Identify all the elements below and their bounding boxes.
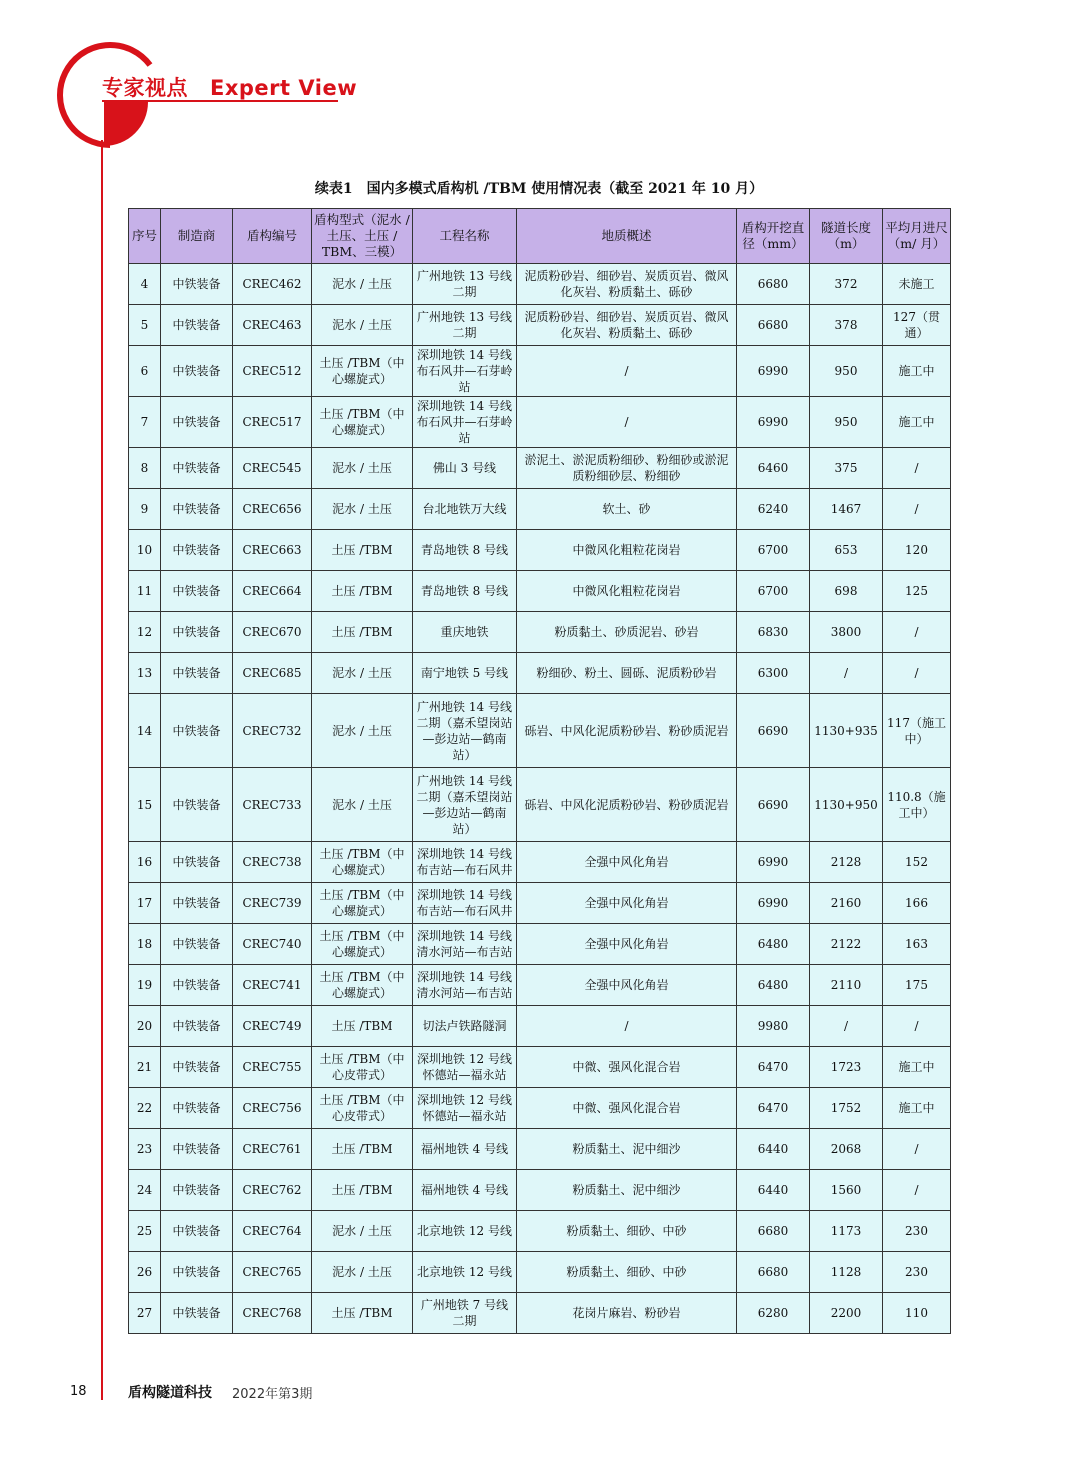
table-row (129, 612, 951, 653)
table-cell: CREC732 (233, 694, 312, 768)
table-cell: 广州地铁 13 号线二期 (413, 264, 517, 305)
table-cell: 6700 (737, 571, 810, 612)
table-cell: 中铁装备 (161, 1129, 233, 1170)
table-cell: 泥水 / 土压 (312, 489, 413, 530)
table-cell: 重庆地铁 (413, 612, 517, 653)
table-row (129, 653, 951, 694)
table-cell: 125 (883, 571, 951, 612)
table-cell: 1128 (810, 1252, 883, 1293)
table-cell: 698 (810, 571, 883, 612)
table-cell: 3800 (810, 612, 883, 653)
table-cell: CREC656 (233, 489, 312, 530)
table-cell: 粉质黏土、泥中细沙 (517, 1170, 737, 1211)
column-header: 盾构开挖直径（mm） (737, 209, 810, 264)
table-cell: 7 (129, 397, 161, 448)
table-cell: 5 (129, 305, 161, 346)
table-row (129, 397, 951, 448)
table-cell: 中铁装备 (161, 1088, 233, 1129)
table-cell: 花岗片麻岩、粉砂岩 (517, 1293, 737, 1334)
table-cell: 中铁装备 (161, 883, 233, 924)
table-cell: 13 (129, 653, 161, 694)
table-cell: 26 (129, 1252, 161, 1293)
table-cell: 6830 (737, 612, 810, 653)
table-cell: CREC685 (233, 653, 312, 694)
table-cell: 6440 (737, 1170, 810, 1211)
table-cell: 中铁装备 (161, 965, 233, 1006)
table-cell: / (883, 448, 951, 489)
column-header: 工程名称 (413, 209, 517, 264)
table-cell: / (883, 489, 951, 530)
table-cell: 深圳地铁 14 号线清水河站—布吉站 (413, 924, 517, 965)
table-cell: 117（施工中） (883, 694, 951, 768)
table-cell: 6280 (737, 1293, 810, 1334)
table-cell: 泥水 / 土压 (312, 448, 413, 489)
table-cell: 175 (883, 965, 951, 1006)
table-cell: 中微风化粗粒花岗岩 (517, 571, 737, 612)
table-row (129, 883, 951, 924)
table-cell: 广州地铁 14 号线二期（嘉禾望岗站—彭边站—鹤南站） (413, 768, 517, 842)
table-cell: / (883, 612, 951, 653)
table-cell: 6470 (737, 1047, 810, 1088)
table-cell: 粉质黏土、细砂、中砂 (517, 1252, 737, 1293)
table-cell: 1560 (810, 1170, 883, 1211)
table-cell: 土压 /TBM (312, 1129, 413, 1170)
table-row (129, 1006, 951, 1047)
table-cell: 施工中 (883, 397, 951, 448)
table-cell: CREC733 (233, 768, 312, 842)
table-cell: 6240 (737, 489, 810, 530)
table-cell: 6990 (737, 883, 810, 924)
table-cell: 1752 (810, 1088, 883, 1129)
table-cell: CREC740 (233, 924, 312, 965)
table-row (129, 1211, 951, 1252)
table-cell: 23 (129, 1129, 161, 1170)
table-cell: 中铁装备 (161, 489, 233, 530)
table-cell: 中铁装备 (161, 694, 233, 768)
magazine-name: 盾构隧道科技 (128, 1385, 212, 1401)
table-cell: 土压 /TBM (312, 1293, 413, 1334)
table-body (129, 264, 951, 1334)
table-cell: 4 (129, 264, 161, 305)
table-cell: 6690 (737, 694, 810, 768)
table-cell: CREC762 (233, 1170, 312, 1211)
table-cell: 6460 (737, 448, 810, 489)
table-cell: 166 (883, 883, 951, 924)
table-cell: 6990 (737, 397, 810, 448)
table-row (129, 448, 951, 489)
table-row (129, 924, 951, 965)
table-cell: 2110 (810, 965, 883, 1006)
section-label-en: Expert View (210, 76, 358, 100)
table-cell: 1723 (810, 1047, 883, 1088)
table-cell: 未施工 (883, 264, 951, 305)
table-row (129, 571, 951, 612)
table-row (129, 489, 951, 530)
table-cell: / (810, 653, 883, 694)
table-cell: 广州地铁 13 号线二期 (413, 305, 517, 346)
table-cell: 广州地铁 7 号线二期 (413, 1293, 517, 1334)
table-cell: 土压 /TBM（中心螺旋式） (312, 397, 413, 448)
table-cell: CREC545 (233, 448, 312, 489)
table-row (129, 346, 951, 397)
table-row (129, 305, 951, 346)
table-cell: 土压 /TBM（中心螺旋式） (312, 842, 413, 883)
table-cell: 20 (129, 1006, 161, 1047)
table-cell: 中铁装备 (161, 612, 233, 653)
table-cell: 粉细砂、粉土、圆砾、泥质粉砂岩 (517, 653, 737, 694)
table-cell: 152 (883, 842, 951, 883)
table-cell: 15 (129, 768, 161, 842)
table-cell: 6470 (737, 1088, 810, 1129)
table-cell: CREC663 (233, 530, 312, 571)
table-cell: 1467 (810, 489, 883, 530)
table-cell: 中微、强风化混合岩 (517, 1047, 737, 1088)
table-cell: 全强中风化角岩 (517, 883, 737, 924)
table-cell: CREC739 (233, 883, 312, 924)
table-cell: 泥水 / 土压 (312, 653, 413, 694)
page-footer (0, 1382, 1080, 1402)
table-cell: 砾岩、中风化泥质粉砂岩、粉砂质泥岩 (517, 768, 737, 842)
table-cell: 北京地铁 12 号线 (413, 1211, 517, 1252)
table-cell: 14 (129, 694, 161, 768)
table-cell: 6300 (737, 653, 810, 694)
page-number: 18 (70, 1384, 87, 1399)
table-cell: CREC768 (233, 1293, 312, 1334)
table-cell: 中铁装备 (161, 264, 233, 305)
table-cell: 南宁地铁 5 号线 (413, 653, 517, 694)
table-cell: CREC738 (233, 842, 312, 883)
table-row (129, 1252, 951, 1293)
table-cell: 土压 /TBM (312, 530, 413, 571)
table-cell: CREC512 (233, 346, 312, 397)
column-header: 盾构编号 (233, 209, 312, 264)
table-cell: 6480 (737, 924, 810, 965)
table-cell: 6680 (737, 1211, 810, 1252)
table-cell: 中铁装备 (161, 305, 233, 346)
table-cell: 深圳地铁 14 号线布石风井—石芽岭站 (413, 346, 517, 397)
table-cell: 6480 (737, 965, 810, 1006)
table-cell: 中铁装备 (161, 1211, 233, 1252)
table-cell: 12 (129, 612, 161, 653)
table-cell: 2128 (810, 842, 883, 883)
section-label (102, 72, 357, 102)
table-row (129, 1293, 951, 1334)
table-cell: 16 (129, 842, 161, 883)
table-cell: 中铁装备 (161, 1252, 233, 1293)
table-cell: 中铁装备 (161, 768, 233, 842)
table-cell: 中铁装备 (161, 448, 233, 489)
table-cell: 砾岩、中风化泥质粉砂岩、粉砂质泥岩 (517, 694, 737, 768)
table-cell: / (883, 1006, 951, 1047)
table-row (129, 1088, 951, 1129)
table-cell: CREC764 (233, 1211, 312, 1252)
table-cell: 110 (883, 1293, 951, 1334)
table-cell: 6 (129, 346, 161, 397)
table-cell: 6990 (737, 842, 810, 883)
table-cell: CREC755 (233, 1047, 312, 1088)
table-cell: 110.8（施工中） (883, 768, 951, 842)
table-cell: 广州地铁 14 号线二期（嘉禾望岗站—彭边站—鹤南站） (413, 694, 517, 768)
table-row (129, 965, 951, 1006)
table-cell: CREC749 (233, 1006, 312, 1047)
logo-quarter-disc (104, 102, 148, 146)
table-cell: 粉质黏土、砂质泥岩、砂岩 (517, 612, 737, 653)
table-cell: 施工中 (883, 346, 951, 397)
table-cell: 378 (810, 305, 883, 346)
table-cell: 8 (129, 448, 161, 489)
table-cell: 中铁装备 (161, 924, 233, 965)
table-cell: 17 (129, 883, 161, 924)
table-cell: 中铁装备 (161, 1170, 233, 1211)
table-cell: 27 (129, 1293, 161, 1334)
column-header: 序号 (129, 209, 161, 264)
table-cell: 24 (129, 1170, 161, 1211)
table-row (129, 1129, 951, 1170)
table-cell: 泥水 / 土压 (312, 1252, 413, 1293)
table-cell: 土压 /TBM (312, 1170, 413, 1211)
table-cell: / (883, 1170, 951, 1211)
table-cell: 127（贯通） (883, 305, 951, 346)
table-row (129, 264, 951, 305)
table-cell: 9 (129, 489, 161, 530)
table-cell: 中铁装备 (161, 842, 233, 883)
column-header: 地质概述 (517, 209, 737, 264)
table-cell: 深圳地铁 14 号线布吉站—布石风井 (413, 842, 517, 883)
margin-rule (101, 140, 103, 1400)
table-cell: 青岛地铁 8 号线 (413, 530, 517, 571)
table-cell: 北京地铁 12 号线 (413, 1252, 517, 1293)
table-cell: 泥水 / 土压 (312, 768, 413, 842)
table-cell: 淤泥土、淤泥质粉细砂、粉细砂或淤泥质粉细砂层、粉细砂 (517, 448, 737, 489)
table-cell: 中铁装备 (161, 1047, 233, 1088)
section-label-cn: 专家视点 (102, 76, 188, 100)
column-header: 制造商 (161, 209, 233, 264)
table-cell: 18 (129, 924, 161, 965)
table-cell: 中铁装备 (161, 1006, 233, 1047)
table-cell: 土压 /TBM（中心皮带式） (312, 1047, 413, 1088)
table-cell: 11 (129, 571, 161, 612)
table-cell: CREC741 (233, 965, 312, 1006)
table-cell: 施工中 (883, 1088, 951, 1129)
table-cell: 泥水 / 土压 (312, 264, 413, 305)
table-cell: 软土、砂 (517, 489, 737, 530)
table-cell: 粉质黏土、细砂、中砂 (517, 1211, 737, 1252)
table-cell: 福州地铁 4 号线 (413, 1129, 517, 1170)
table-cell: CREC664 (233, 571, 312, 612)
table-cell: 切法卢铁路隧洞 (413, 1006, 517, 1047)
table-cell: 6680 (737, 264, 810, 305)
table-cell: 泥质粉砂岩、细砂岩、炭质页岩、微风化灰岩、粉质黏土、砾砂 (517, 305, 737, 346)
table-cell: 21 (129, 1047, 161, 1088)
table-cell: 120 (883, 530, 951, 571)
table-cell: 1130+950 (810, 768, 883, 842)
table-cell: 1130+935 (810, 694, 883, 768)
table-cell: 中铁装备 (161, 530, 233, 571)
table-cell: CREC756 (233, 1088, 312, 1129)
table-cell: 950 (810, 397, 883, 448)
table-cell: CREC765 (233, 1252, 312, 1293)
table-cell: 2068 (810, 1129, 883, 1170)
table-row (129, 842, 951, 883)
table-cell: 泥水 / 土压 (312, 305, 413, 346)
table-cell: 中铁装备 (161, 397, 233, 448)
table-cell: / (517, 1006, 737, 1047)
table-cell: 22 (129, 1088, 161, 1129)
table-cell: 中铁装备 (161, 571, 233, 612)
table-title: 续表1 国内多模式盾构机 /TBM 使用情况表（截至 2021 年 10 月） (314, 181, 764, 197)
issue-label: 2022年第3期 (232, 1387, 313, 1402)
table-cell: / (810, 1006, 883, 1047)
table-cell: 6680 (737, 1252, 810, 1293)
table-cell: 青岛地铁 8 号线 (413, 571, 517, 612)
table-cell: 230 (883, 1211, 951, 1252)
table-cell: 全强中风化角岩 (517, 842, 737, 883)
table-cell: 土压 /TBM (312, 571, 413, 612)
table-cell: 深圳地铁 12 号线怀德站—福永站 (413, 1047, 517, 1088)
table-cell: 6680 (737, 305, 810, 346)
table-cell: 粉质黏土、泥中细沙 (517, 1129, 737, 1170)
table-cell: 2200 (810, 1293, 883, 1334)
table-row (129, 1047, 951, 1088)
header-row (129, 209, 951, 264)
table-cell: 土压 /TBM（中心螺旋式） (312, 883, 413, 924)
table-cell: 施工中 (883, 1047, 951, 1088)
table-cell: 泥水 / 土压 (312, 694, 413, 768)
table-cell: 深圳地铁 12 号线怀德站—福永站 (413, 1088, 517, 1129)
table-cell: 土压 /TBM（中心螺旋式） (312, 965, 413, 1006)
table-row (129, 768, 951, 842)
table-cell: 佛山 3 号线 (413, 448, 517, 489)
table-cell: 375 (810, 448, 883, 489)
table-cell: 653 (810, 530, 883, 571)
table-cell: 10 (129, 530, 161, 571)
table-cell: 深圳地铁 14 号线布吉站—布石风井 (413, 883, 517, 924)
table-cell: 土压 /TBM（中心螺旋式） (312, 924, 413, 965)
table-row (129, 1170, 951, 1211)
column-header: 平均月进尺（m/ 月） (883, 209, 951, 264)
table-header (129, 209, 951, 264)
table-cell: 6990 (737, 346, 810, 397)
table-cell: 全强中风化角岩 (517, 924, 737, 965)
table-cell: 372 (810, 264, 883, 305)
table-cell: 6700 (737, 530, 810, 571)
table-cell: CREC462 (233, 264, 312, 305)
table-cell: 2122 (810, 924, 883, 965)
table-cell: CREC517 (233, 397, 312, 448)
table-cell: 2160 (810, 883, 883, 924)
table-cell: CREC463 (233, 305, 312, 346)
table-cell: 163 (883, 924, 951, 965)
table-cell: 950 (810, 346, 883, 397)
table-cell: 全强中风化角岩 (517, 965, 737, 1006)
table-cell: 19 (129, 965, 161, 1006)
table-row (129, 530, 951, 571)
table-cell: 福州地铁 4 号线 (413, 1170, 517, 1211)
tbm-usage-table (128, 208, 951, 1334)
table-cell: CREC761 (233, 1129, 312, 1170)
table-cell: 1173 (810, 1211, 883, 1252)
table-cell: 土压 /TBM (312, 612, 413, 653)
table-cell: 230 (883, 1252, 951, 1293)
table-cell: CREC670 (233, 612, 312, 653)
table-cell: 9980 (737, 1006, 810, 1047)
table-cell: 深圳地铁 14 号线布石风井—石芽岭站 (413, 397, 517, 448)
table-cell: 6690 (737, 768, 810, 842)
table-cell: 土压 /TBM（中心皮带式） (312, 1088, 413, 1129)
table-cell: 深圳地铁 14 号线清水河站—布吉站 (413, 965, 517, 1006)
table-cell: 土压 /TBM（中心螺旋式） (312, 346, 413, 397)
table-cell: 25 (129, 1211, 161, 1252)
table-cell: 泥质粉砂岩、细砂岩、炭质页岩、微风化灰岩、粉质黏土、砾砂 (517, 264, 737, 305)
table-cell: 土压 /TBM (312, 1006, 413, 1047)
table-cell: / (517, 397, 737, 448)
table-cell: / (883, 653, 951, 694)
table-cell: 中微、强风化混合岩 (517, 1088, 737, 1129)
table-cell: 中铁装备 (161, 1293, 233, 1334)
table-cell: 台北地铁万大线 (413, 489, 517, 530)
table-cell: / (517, 346, 737, 397)
table-cell: 中铁装备 (161, 653, 233, 694)
table-row (129, 694, 951, 768)
table-cell: 泥水 / 土压 (312, 1211, 413, 1252)
column-header: 隧道长度（m） (810, 209, 883, 264)
table-cell: 中微风化粗粒花岗岩 (517, 530, 737, 571)
column-header: 盾构型式（泥水 / 土压、土压 / TBM、三模） (312, 209, 413, 264)
table-cell: 6440 (737, 1129, 810, 1170)
table-cell: 中铁装备 (161, 346, 233, 397)
table-cell: / (883, 1129, 951, 1170)
header-rule (102, 100, 338, 102)
